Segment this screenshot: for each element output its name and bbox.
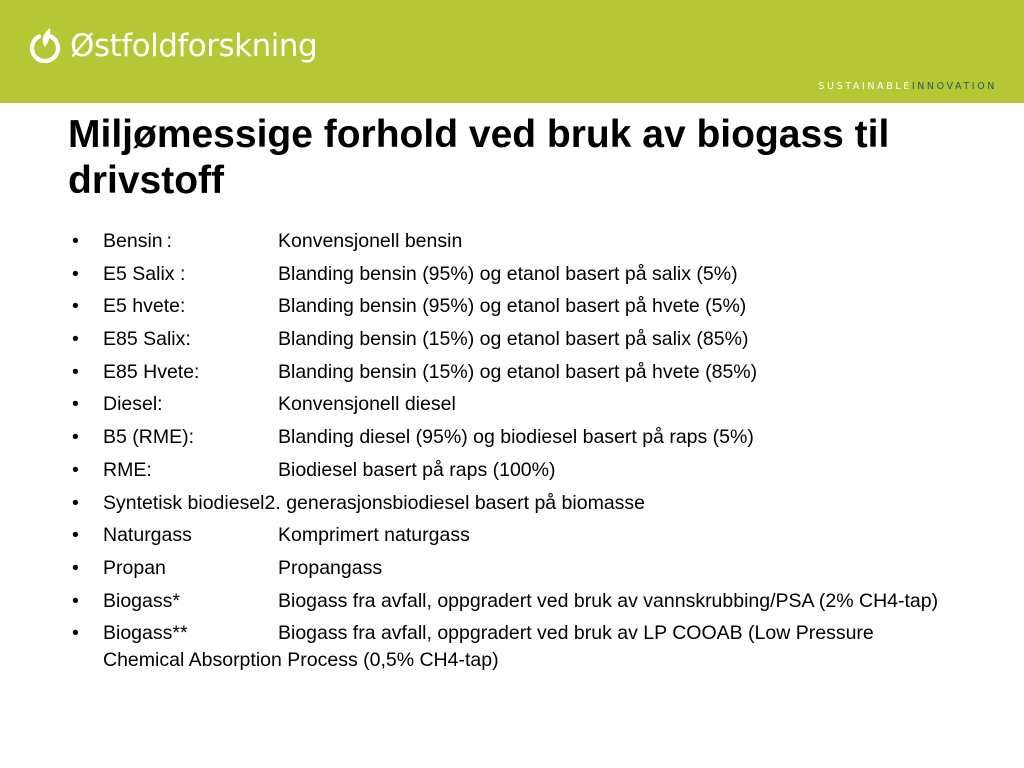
item-desc: Propangass bbox=[278, 556, 383, 579]
item-term: RME: bbox=[103, 458, 152, 481]
logo bbox=[28, 26, 317, 66]
item-term: Bensin : bbox=[103, 230, 172, 252]
bullet-icon: • bbox=[72, 230, 79, 252]
bullet-icon: • bbox=[72, 328, 79, 351]
item-term: E5 Salix : bbox=[103, 262, 186, 285]
item-desc: Konvensjonell bensin bbox=[278, 230, 463, 252]
item-term: E85 Salix: bbox=[103, 328, 191, 351]
bullet-list bbox=[72, 228, 952, 680]
item-term: E85 Hvete: bbox=[103, 360, 200, 383]
item-term: Biogass* bbox=[103, 589, 180, 612]
item-desc: 2. generasjonsbiodiesel basert på biomasse bbox=[264, 491, 646, 514]
item-term: E5 hvete: bbox=[103, 295, 186, 318]
bullet-icon: • bbox=[72, 360, 79, 383]
bullet-icon: • bbox=[72, 622, 79, 645]
header-band bbox=[0, 0, 1024, 103]
list-item bbox=[72, 359, 952, 386]
tagline bbox=[818, 81, 997, 93]
bullet-icon: • bbox=[72, 491, 79, 514]
list-item bbox=[72, 588, 952, 615]
item-term: Syntetisk biodiesel bbox=[103, 491, 265, 514]
item-desc: Biogass fra avfall, oppgradert ved bruk av LP COOAB (Low Pressure Chemical Absorption Process (0,5% CH4-tap) bbox=[103, 622, 874, 672]
item-desc: Blanding bensin (95%) og etanol basert på hvete (5%) bbox=[278, 295, 747, 318]
bullet-icon: • bbox=[72, 262, 79, 285]
slide-title: Miljømessige forhold ved bruk av biogass til drivstoff bbox=[68, 113, 890, 202]
item-desc: Komprimert naturgass bbox=[278, 524, 470, 547]
item-term: B5 (RME): bbox=[103, 426, 195, 449]
item-term: Naturgass bbox=[103, 524, 192, 547]
list-item bbox=[72, 457, 952, 484]
list-item bbox=[72, 620, 952, 674]
list-item bbox=[72, 293, 952, 320]
power-leaf-icon bbox=[28, 26, 62, 66]
list-item bbox=[72, 555, 952, 582]
list-item bbox=[72, 228, 952, 255]
bullet-icon: • bbox=[72, 426, 79, 449]
list-item bbox=[72, 490, 952, 517]
bullet-icon: • bbox=[72, 524, 79, 547]
item-desc: Blanding diesel (95%) og biodiesel basert på raps (5%) bbox=[278, 426, 754, 449]
item-term: Biogass** bbox=[103, 622, 188, 645]
bullet-icon: • bbox=[72, 458, 79, 481]
item-term: Propan bbox=[103, 556, 166, 579]
tagline-innovation: INNOVATION bbox=[911, 81, 997, 92]
list-item bbox=[72, 522, 952, 549]
item-desc: Blanding bensin (95%) og etanol basert på salix (5%) bbox=[278, 262, 738, 285]
item-desc: Biodiesel basert på raps (100%) bbox=[278, 458, 556, 481]
logo-text: Østfoldforskning bbox=[70, 28, 318, 64]
item-term: Diesel: bbox=[103, 393, 163, 416]
list-item bbox=[72, 391, 952, 418]
list-item bbox=[72, 326, 952, 353]
bullet-icon: • bbox=[72, 295, 79, 318]
list-item bbox=[72, 424, 952, 451]
bullet-icon: • bbox=[72, 393, 79, 416]
item-desc: Biogass fra avfall, oppgradert ved bruk av vannskrubbing/PSA (2% CH4-tap) bbox=[278, 589, 939, 612]
bullet-icon: • bbox=[72, 589, 79, 612]
item-desc: Blanding bensin (15%) og etanol basert på hvete (85%) bbox=[278, 360, 758, 383]
tagline-sustainable: SUSTAINABLE bbox=[818, 81, 912, 92]
item-desc: Blanding bensin (15%) og etanol basert på salix (85%) bbox=[278, 328, 749, 351]
list-item bbox=[72, 261, 952, 288]
bullet-icon: • bbox=[72, 556, 79, 579]
item-desc: Konvensjonell diesel bbox=[278, 393, 456, 416]
